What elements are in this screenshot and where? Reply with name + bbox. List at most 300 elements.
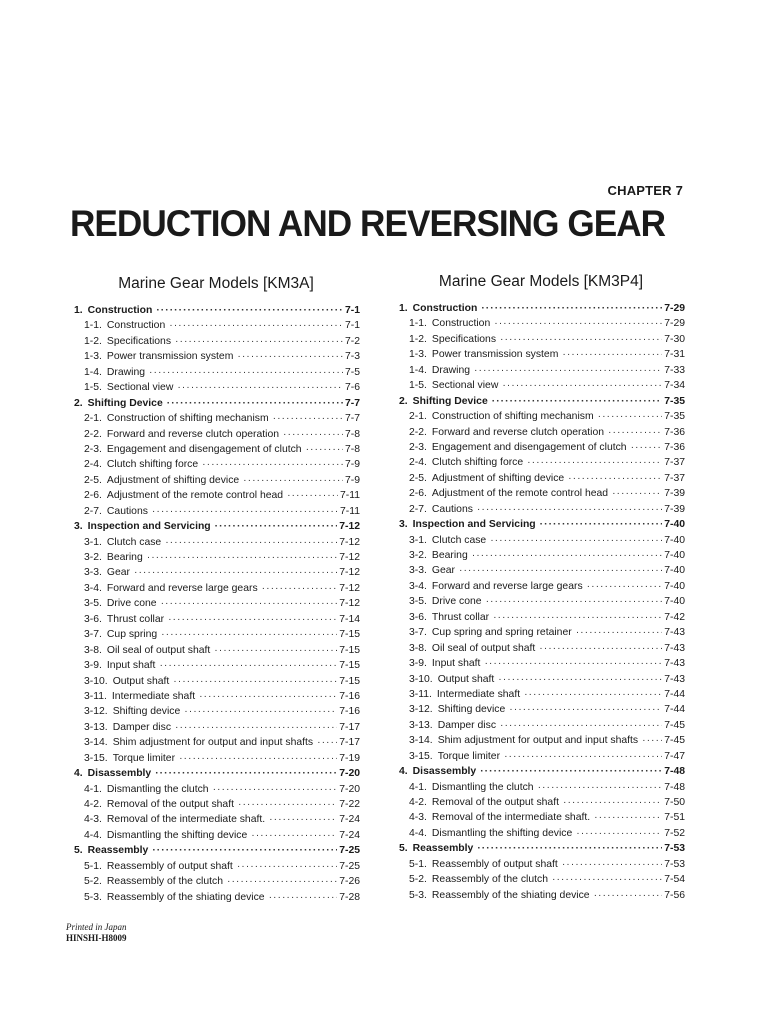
toc-entry-label: Inspection and Servicing xyxy=(412,519,536,531)
toc-entry-label: Adjustment of shifting device xyxy=(431,472,565,484)
toc-subsection-entry[interactable] xyxy=(72,704,360,719)
toc-page-number: 7-1 xyxy=(344,305,360,316)
toc-section-entry[interactable] xyxy=(397,394,685,409)
toc-column-km3p4 xyxy=(397,272,685,903)
toc-page-number: 7-15 xyxy=(339,660,360,672)
toc-entry-number: 2-2. xyxy=(84,428,102,440)
toc-entry-number: 3-14. xyxy=(409,735,433,747)
toc-page-number: 7-43 xyxy=(664,673,685,685)
toc-dot-leader xyxy=(576,625,663,640)
toc-entry-label: Dismantling the clutch xyxy=(431,781,534,793)
toc-entry-number: 3-12. xyxy=(84,706,108,718)
toc-dot-leader xyxy=(165,535,337,550)
toc-page-number: 7-24 xyxy=(339,814,360,826)
toc-entry-number: 4-1. xyxy=(409,781,427,793)
toc-page-number: 7-40 xyxy=(664,519,685,531)
toc-entry-label: Construction xyxy=(412,303,478,314)
toc-entry-number: 1-2. xyxy=(409,333,427,345)
toc-subsection-entry[interactable] xyxy=(397,780,685,795)
toc-subsection-entry[interactable] xyxy=(397,672,685,687)
toc-subsection-entry[interactable] xyxy=(397,795,685,810)
toc-subsection-entry[interactable] xyxy=(72,751,360,766)
toc-dot-leader xyxy=(155,766,337,781)
toc-entry-number: 2-5. xyxy=(409,472,427,484)
toc-entry-label: Output shaft xyxy=(437,673,495,685)
toc-page-number: 7-36 xyxy=(664,426,685,438)
toc-dot-leader xyxy=(459,563,662,578)
toc-entry-label: Reassembly of the clutch xyxy=(106,876,223,888)
toc-entry-label: Forward and reverse large gears xyxy=(106,582,258,594)
toc-subsection-entry[interactable] xyxy=(72,859,360,874)
toc-entry-label: Adjustment of the remote control head xyxy=(431,488,609,500)
toc-entry-number: 2. xyxy=(399,395,408,407)
toc-section-entry[interactable] xyxy=(397,517,685,532)
toc-entry-number: 1-3. xyxy=(409,349,427,361)
toc-entry-label: Damper disc xyxy=(112,721,172,733)
toc-dot-leader xyxy=(251,828,337,843)
toc-entry-label: Inspection and Servicing xyxy=(87,521,211,533)
toc-entry-number: 3. xyxy=(399,519,408,531)
toc-subsection-entry[interactable] xyxy=(72,612,360,627)
toc-entry-label: Removal of the intermediate shaft. xyxy=(431,812,591,824)
toc-entry-number: 3-12. xyxy=(409,704,433,716)
toc-entry-label: Engagement and disengagement of clutch xyxy=(431,441,627,453)
toc-subsection-entry[interactable] xyxy=(397,625,685,640)
toc-page-number: 7-9 xyxy=(344,459,360,471)
toc-entry-label: Forward and reverse large gears xyxy=(431,580,583,592)
toc-page-number: 7-40 xyxy=(664,565,685,577)
toc-page-number: 7-26 xyxy=(339,876,360,888)
toc-entry-label: Reassembly of the shiating device xyxy=(431,889,590,901)
toc-subsection-entry[interactable] xyxy=(72,488,360,503)
column-heading-km3p4: Marine Gear Models [KM3P4] xyxy=(438,273,644,290)
toc-page-number: 7-28 xyxy=(339,891,360,903)
toc-entry-number: 1-2. xyxy=(84,335,102,347)
toc-dot-leader xyxy=(159,658,337,673)
toc-dot-leader xyxy=(500,332,662,347)
toc-entry-label: Thrust collar xyxy=(431,611,490,623)
toc-page-number: 7-35 xyxy=(664,411,685,423)
toc-page-number: 7-48 xyxy=(664,781,685,793)
toc-entry-number: 3-5. xyxy=(84,598,102,610)
toc-column-km3a xyxy=(72,274,360,905)
toc-dot-leader xyxy=(213,782,338,797)
toc-dot-leader xyxy=(214,643,337,658)
toc-page-number: 7-17 xyxy=(339,721,360,733)
toc-subsection-entry[interactable] xyxy=(397,332,685,347)
toc-dot-leader xyxy=(594,888,663,903)
toc-page-number: 7-24 xyxy=(339,829,360,841)
toc-page-number: 7-47 xyxy=(664,750,685,762)
toc-subsection-entry[interactable] xyxy=(397,579,685,594)
toc-page-number: 7-16 xyxy=(339,690,360,702)
toc-page-number: 7-43 xyxy=(664,627,685,639)
toc-entry-label: Disassembly xyxy=(412,766,477,778)
toc-subsection-entry[interactable] xyxy=(397,872,685,887)
toc-subsection-entry[interactable] xyxy=(397,749,685,764)
toc-subsection-entry[interactable] xyxy=(397,826,685,841)
toc-page-number: 7-40 xyxy=(664,550,685,561)
toc-entry-label: Dismantling the clutch xyxy=(106,783,209,795)
toc-entry-number: 4-2. xyxy=(409,797,427,808)
toc-entry-label: Oil seal of output shaft xyxy=(431,642,536,654)
toc-subsection-entry[interactable] xyxy=(397,563,685,578)
toc-section-entry[interactable] xyxy=(72,396,360,411)
toc-page-number: 7-51 xyxy=(664,812,685,824)
toc-dot-leader xyxy=(484,656,662,671)
toc-page-number: 7-44 xyxy=(664,688,685,700)
toc-section-entry[interactable] xyxy=(397,841,685,856)
toc-page-number: 7-20 xyxy=(339,768,360,780)
toc-entry-number: 3-7. xyxy=(409,627,427,639)
toc-subsection-entry[interactable] xyxy=(72,658,360,673)
toc-page-number: 7-12 xyxy=(339,521,360,533)
toc-page-number: 7-31 xyxy=(664,349,685,361)
toc-subsection-entry[interactable] xyxy=(72,318,360,333)
toc-entry-label: Shim adjustment for output and input shafts xyxy=(112,737,314,749)
toc-entry-label: Dismantling the shifting device xyxy=(431,827,573,839)
toc-entry-number: 1. xyxy=(399,303,408,314)
toc-entry-number: 5-2. xyxy=(409,874,427,886)
toc-page-number: 7-30 xyxy=(664,333,685,345)
toc-page-number: 7-39 xyxy=(664,503,685,515)
toc-subsection-entry[interactable] xyxy=(397,641,685,656)
toc-entry-label: Removal of the intermediate shaft. xyxy=(106,814,266,826)
toc-dot-leader xyxy=(269,890,338,905)
toc-entry-number: 1-4. xyxy=(409,364,427,376)
toc-subsection-entry[interactable] xyxy=(397,656,685,671)
document-code: HINSHI-H8009 xyxy=(66,933,127,943)
toc-entry-number: 4. xyxy=(74,768,83,780)
toc-subsection-entry[interactable] xyxy=(72,627,360,642)
toc-dot-leader xyxy=(134,565,337,580)
toc-dot-leader xyxy=(238,797,337,812)
toc-entry-number: 3-3. xyxy=(84,567,102,579)
toc-page-number: 7-29 xyxy=(664,303,685,314)
toc-entry-label: Reassembly of the clutch xyxy=(431,874,548,886)
toc-entry-number: 4-4. xyxy=(409,827,427,839)
toc-subsection-entry[interactable] xyxy=(397,594,685,609)
toc-subsection-entry[interactable] xyxy=(397,378,685,393)
toc-dot-leader xyxy=(161,596,338,611)
toc-entry-label: Adjustment of shifting device xyxy=(106,474,240,486)
toc-page-number: 7-37 xyxy=(664,472,685,484)
toc-subsection-entry[interactable] xyxy=(72,674,360,689)
toc-dot-leader xyxy=(147,550,337,565)
toc-entry-label: Construction xyxy=(431,318,491,330)
toc-subsection-entry[interactable] xyxy=(397,733,685,748)
toc-subsection-entry[interactable] xyxy=(397,548,685,563)
toc-entry-label: Forward and reverse clutch operation xyxy=(431,426,605,438)
toc-subsection-entry[interactable] xyxy=(397,440,685,455)
toc-page-number: 7-45 xyxy=(664,735,685,747)
toc-subsection-entry[interactable] xyxy=(72,812,360,827)
toc-entry-label: Clutch case xyxy=(431,534,487,546)
toc-subsection-entry[interactable] xyxy=(72,550,360,565)
toc-page-number: 7-25 xyxy=(339,845,360,857)
toc-dot-leader xyxy=(287,488,338,503)
toc-dot-leader xyxy=(177,380,343,395)
toc-entry-number: 1-5. xyxy=(409,380,427,392)
toc-subsection-entry[interactable] xyxy=(397,888,685,903)
toc-dot-leader xyxy=(524,687,662,702)
toc-subsection-entry[interactable] xyxy=(72,380,360,395)
toc-dot-leader xyxy=(169,318,343,333)
toc-entry-label: Specifications xyxy=(106,335,172,347)
toc-dot-leader xyxy=(283,427,343,442)
toc-entry-number: 3-2. xyxy=(409,550,427,561)
toc-entry-number: 2-7. xyxy=(84,505,102,517)
toc-subsection-entry[interactable] xyxy=(72,581,360,596)
toc-section-entry[interactable] xyxy=(72,766,360,781)
toc-entry-number: 3-14. xyxy=(84,737,108,749)
toc-subsection-entry[interactable] xyxy=(72,828,360,843)
toc-entry-label: Input shaft xyxy=(106,660,156,672)
toc-dot-leader xyxy=(149,365,343,380)
toc-entry-label: Construction of shifting mechanism xyxy=(106,413,269,425)
toc-subsection-entry[interactable] xyxy=(72,365,360,380)
toc-entry-number: 5-1. xyxy=(84,860,102,872)
toc-entry-number: 4-3. xyxy=(84,814,102,826)
toc-subsection-entry[interactable] xyxy=(72,457,360,472)
toc-entry-label: Drawing xyxy=(431,364,471,376)
toc-dot-leader xyxy=(509,702,662,717)
toc-subsection-entry[interactable] xyxy=(397,425,685,440)
toc-dot-leader xyxy=(474,363,662,378)
toc-dot-leader xyxy=(594,810,662,825)
toc-section-entry[interactable] xyxy=(397,764,685,779)
toc-subsection-entry[interactable] xyxy=(397,409,685,424)
toc-entry-label: Gear xyxy=(431,565,456,577)
toc-page-number: 7-56 xyxy=(664,889,685,901)
toc-subsection-entry[interactable] xyxy=(72,720,360,735)
toc-subsection-entry[interactable] xyxy=(397,471,685,486)
toc-dot-leader xyxy=(199,689,337,704)
toc-section-entry[interactable] xyxy=(72,303,360,318)
toc-entry-label: Reassembly of the shiating device xyxy=(106,891,265,903)
toc-subsection-entry[interactable] xyxy=(397,610,685,625)
toc-dot-leader xyxy=(568,471,662,486)
toc-entry-label: Reassembly of output shaft xyxy=(106,860,233,872)
toc-entry-number: 3-3. xyxy=(409,565,427,577)
toc-page-number: 7-34 xyxy=(664,380,685,392)
toc-subsection-entry[interactable] xyxy=(397,533,685,548)
toc-dot-leader xyxy=(631,440,663,455)
toc-entry-label: Output shaft xyxy=(112,675,170,687)
toc-entry-number: 5-1. xyxy=(409,858,427,870)
toc-page-number: 7-5 xyxy=(344,366,360,378)
toc-subsection-entry[interactable] xyxy=(72,874,360,889)
toc-entry-number: 4-1. xyxy=(84,783,102,795)
toc-entry-label: Engagement and disengagement of clutch xyxy=(106,443,302,455)
toc-dot-leader xyxy=(612,486,662,501)
toc-page-number: 7-17 xyxy=(339,737,360,749)
toc-entry-label: Clutch shifting force xyxy=(431,457,524,469)
toc-entry-number: 1-5. xyxy=(84,382,102,394)
toc-subsection-entry[interactable] xyxy=(397,363,685,378)
toc-entry-label: Shifting device xyxy=(112,706,181,718)
toc-dot-leader xyxy=(161,627,337,642)
toc-entry-label: Forward and reverse clutch operation xyxy=(106,428,280,440)
toc-page-number: 7-8 xyxy=(344,443,360,455)
toc-dot-leader xyxy=(477,502,662,517)
toc-dot-leader xyxy=(179,751,337,766)
toc-dot-leader xyxy=(538,780,663,795)
toc-entry-label: Construction xyxy=(106,320,166,332)
toc-entry-label: Power transmission system xyxy=(106,351,234,363)
toc-subsection-entry[interactable] xyxy=(72,643,360,658)
toc-entry-number: 2-3. xyxy=(409,441,427,453)
toc-entry-label: Input shaft xyxy=(431,658,481,670)
toc-entry-label: Construction of shifting mechanism xyxy=(431,411,594,423)
toc-subsection-entry[interactable] xyxy=(397,718,685,733)
toc-subsection-entry[interactable] xyxy=(72,349,360,364)
toc-subsection-entry[interactable] xyxy=(397,455,685,470)
column-heading-km3a: Marine Gear Models [KM3A] xyxy=(118,275,314,292)
toc-page-number: 7-19 xyxy=(339,752,360,764)
toc-dot-leader xyxy=(472,548,662,563)
toc-page-number: 7-9 xyxy=(344,474,360,486)
toc-subsection-entry[interactable] xyxy=(72,427,360,442)
toc-subsection-entry[interactable] xyxy=(397,702,685,717)
toc-entry-label: Shifting Device xyxy=(412,395,488,407)
toc-subsection-entry[interactable] xyxy=(397,316,685,331)
toc-entry-number: 3-10. xyxy=(409,673,433,685)
toc-page-number: 7-12 xyxy=(339,598,360,610)
toc-entry-number: 2-6. xyxy=(409,488,427,500)
toc-dot-leader xyxy=(156,303,343,318)
toc-entry-number: 3-13. xyxy=(409,719,433,731)
page-title: REDUCTION AND REVERSING GEAR xyxy=(70,203,666,244)
toc-subsection-entry[interactable] xyxy=(72,735,360,750)
toc-subsection-entry[interactable] xyxy=(72,596,360,611)
toc-section-entry[interactable] xyxy=(72,843,360,858)
toc-entry-number: 5. xyxy=(399,843,408,855)
toc-dot-leader xyxy=(168,612,337,627)
toc-entry-number: 2-4. xyxy=(84,459,102,471)
toc-subsection-entry[interactable] xyxy=(72,504,360,519)
toc-entry-label: Bearing xyxy=(106,552,143,563)
toc-page-number: 7-43 xyxy=(664,658,685,670)
toc-dot-leader xyxy=(202,457,343,472)
toc-page-number: 7-52 xyxy=(664,827,685,839)
toc-dot-leader xyxy=(562,857,662,872)
toc-page-number: 7-39 xyxy=(664,488,685,500)
toc-subsection-entry[interactable] xyxy=(72,334,360,349)
toc-page-number: 7-40 xyxy=(664,580,685,592)
toc-page-number: 7-35 xyxy=(664,395,685,407)
toc-entry-number: 2-2. xyxy=(409,426,427,438)
toc-dot-leader xyxy=(184,704,337,719)
toc-subsection-entry[interactable] xyxy=(72,473,360,488)
toc-entry-number: 3-1. xyxy=(409,534,427,546)
toc-dot-leader xyxy=(317,735,337,750)
toc-page-number: 7-43 xyxy=(664,642,685,654)
toc-page-number: 7-22 xyxy=(339,799,360,810)
toc-entry-number: 2-1. xyxy=(84,413,102,425)
toc-section-entry[interactable] xyxy=(397,301,685,316)
toc-entry-number: 5-3. xyxy=(84,891,102,903)
toc-dot-leader xyxy=(175,334,343,349)
toc-subsection-entry[interactable] xyxy=(72,890,360,905)
toc-subsection-entry[interactable] xyxy=(397,502,685,517)
toc-entry-label: Clutch shifting force xyxy=(106,459,199,471)
toc-entry-number: 3-6. xyxy=(84,613,102,625)
toc-dot-leader xyxy=(552,872,662,887)
toc-entry-number: 5. xyxy=(74,845,83,857)
toc-page-number: 7-40 xyxy=(664,596,685,608)
toc-subsection-entry[interactable] xyxy=(397,857,685,872)
printed-in-label: Printed in Japan xyxy=(66,922,127,932)
toc-entry-label: Torque limiter xyxy=(112,752,176,764)
toc-page-number: 7-53 xyxy=(664,858,685,870)
toc-page-number: 7-16 xyxy=(339,706,360,718)
toc-section-entry[interactable] xyxy=(72,519,360,534)
toc-dot-leader xyxy=(500,718,662,733)
toc-dot-leader xyxy=(642,733,662,748)
toc-page-number: 7-12 xyxy=(339,582,360,594)
toc-entry-label: Reassembly xyxy=(412,843,474,855)
toc-dot-leader xyxy=(494,316,662,331)
toc-entry-label: Drive cone xyxy=(106,598,157,610)
toc-subsection-entry[interactable] xyxy=(72,782,360,797)
toc-dot-leader xyxy=(243,473,343,488)
toc-dot-leader xyxy=(608,425,662,440)
toc-entry-label: Bearing xyxy=(431,550,468,561)
toc-entry-label: Thrust collar xyxy=(106,613,165,625)
toc-entry-label: Dismantling the shifting device xyxy=(106,829,248,841)
toc-entry-number: 2-6. xyxy=(84,490,102,502)
toc-subsection-entry[interactable] xyxy=(72,535,360,550)
toc-dot-leader xyxy=(492,394,662,409)
toc-entry-number: 4. xyxy=(399,766,408,778)
toc-dot-leader xyxy=(269,812,337,827)
toc-page-number: 7-40 xyxy=(664,534,685,546)
footer xyxy=(66,922,127,944)
toc-dot-leader xyxy=(227,874,337,889)
toc-subsection-entry[interactable] xyxy=(397,810,685,825)
toc-entry-label: Sectional view xyxy=(431,380,499,392)
toc-page-number: 7-8 xyxy=(344,428,360,440)
toc-subsection-entry[interactable] xyxy=(397,486,685,501)
toc-subsection-entry[interactable] xyxy=(72,565,360,580)
toc-subsection-entry[interactable] xyxy=(72,442,360,457)
toc-page-number: 7-37 xyxy=(664,457,685,469)
toc-entry-number: 2. xyxy=(74,397,83,409)
toc-page-number: 7-48 xyxy=(664,766,685,778)
toc-subsection-entry[interactable] xyxy=(72,411,360,426)
toc-subsection-entry[interactable] xyxy=(72,689,360,704)
toc-entry-number: 1-1. xyxy=(84,320,102,332)
toc-dot-leader xyxy=(498,672,662,687)
toc-entry-number: 2-3. xyxy=(84,443,102,455)
toc-dot-leader xyxy=(527,455,662,470)
toc-subsection-entry[interactable] xyxy=(397,687,685,702)
toc-subsection-entry[interactable] xyxy=(72,797,360,812)
toc-page-number: 7-14 xyxy=(339,613,360,625)
toc-subsection-entry[interactable] xyxy=(397,347,685,362)
toc-entry-number: 1-4. xyxy=(84,366,102,378)
toc-dot-leader xyxy=(167,396,343,411)
toc-entry-number: 1. xyxy=(74,305,83,316)
toc-page-number: 7-25 xyxy=(339,860,360,872)
toc-page-number: 7-1 xyxy=(344,320,360,332)
toc-entry-label: Intermediate shaft xyxy=(111,690,196,702)
toc-page-number: 7-54 xyxy=(664,874,685,886)
toc-entry-label: Cup spring and spring retainer xyxy=(431,627,572,639)
toc-entry-number: 5-2. xyxy=(84,876,102,888)
toc-entry-number: 3-9. xyxy=(84,660,102,672)
